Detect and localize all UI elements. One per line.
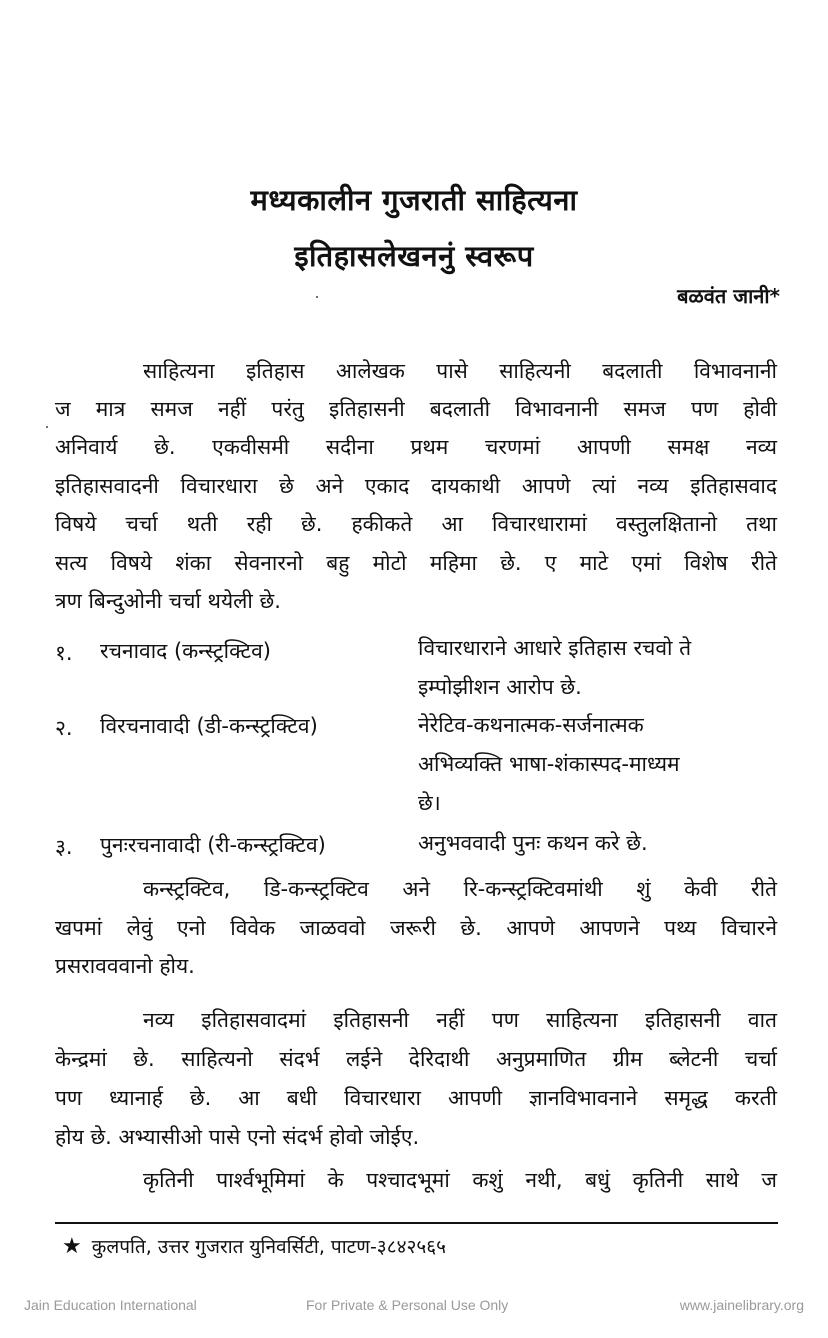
list-item-term: विरचनावादी (डी-कन्स्ट्रक्टिव) — [100, 714, 318, 738]
list-item-description-line: विचारधाराने आधारे इतिहास रचवो ते — [418, 636, 692, 660]
paragraph-line: कृतिनी पार्श्वभूमिमां के पश्चादभूमां कशुं नथी, बधुं कृतिनी साथे ज — [143, 1168, 777, 1192]
list-item-description-line: अनुभववादी पुनः कथन करे छे. — [418, 831, 648, 855]
footer-publisher: Jain Education International — [24, 1297, 197, 1313]
author-name: बळवंत जानी* — [677, 284, 780, 308]
paragraph-line: विषये चर्चा थती रही छे. हकीकते आ विचारधारामां वस्तुलक्षितानो तथा — [55, 512, 777, 536]
footnote-divider — [55, 1222, 778, 1224]
list-item-term: रचनावाद (कन्स्ट्रक्टिव) — [100, 639, 271, 663]
paragraph-line: खपमां लेवुं एनो विवेक जाळववो जरूरी छे. आपणे आपणने पथ्य विचारने — [55, 916, 777, 940]
list-item-number: ३. — [55, 835, 73, 859]
list-item-description-line: अभिव्यक्ति भाषा-शंकास्पद-माध्यम — [418, 752, 680, 776]
scan-speck — [46, 426, 48, 428]
list-item-number: २. — [55, 716, 73, 740]
list-item-term: पुनःरचनावादी (री-कन्स्ट्रक्टिव) — [100, 833, 326, 857]
paragraph-line: ज मात्र समज नहीं परंतु इतिहासनी बदलाती विभावनानी समज पण होवी — [55, 397, 777, 421]
article-title-line-1: मध्यकालीन गुजराती साहित्यना — [250, 183, 578, 217]
paragraph-line: केन्द्रमां छे. साहित्यनो संदर्भ लईने देरिदाथी अनुप्रमाणित ग्रीम ब्लेटनी चर्चा — [55, 1047, 777, 1071]
paragraph-line: अनिवार्य छे. एकवीसमी सदीना प्रथम चरणमां आपणी समक्ष नव्य — [55, 435, 777, 459]
list-item-description-line: नेरेटिव-कथनात्मक-सर्जनात्मक — [418, 713, 644, 737]
list-item-description-line: छे। — [418, 791, 441, 815]
footnote — [62, 1233, 446, 1259]
star-icon: ★ — [62, 1234, 82, 1259]
paragraph-line: होय छे. अभ्यासीओ पासे एनो संदर्भ होवो जोईए. — [55, 1125, 420, 1149]
list-item-number: १. — [55, 641, 73, 665]
paragraph-line: साहित्यना इतिहास आलेखक पासे साहित्यनी बदलाती विभावनानी — [143, 359, 777, 383]
footnote-text: कुलपति, उत्तर गुजरात युनिवर्सिटी, पाटण-३८४२५६५ — [91, 1236, 446, 1258]
paragraph-line: कन्स्ट्रक्टिव, डि-कन्स्ट्रक्टिव अने रि-कन्स्ट्रक्टिवमांथी शुं केवी रीते — [143, 877, 777, 901]
footer-usage-notice: For Private & Personal Use Only — [306, 1297, 509, 1313]
paragraph-line: सत्य विषये शंका सेवनारनो बहु मोटो महिमा छे. ए माटे एमां विशेष रीते — [55, 551, 777, 575]
paragraph-line: इतिहासवादनी विचारधारा छे अने एकाद दायकाथी आपणे त्यां नव्य इतिहासवाद — [55, 474, 777, 498]
list-item-description-line: इम्पोझीशन आरोप छे. — [418, 675, 582, 699]
paragraph-line: त्रण बिन्दुओनी चर्चा थयेली छे. — [55, 589, 281, 613]
paragraph-line: नव्य इतिहासवादमां इतिहासनी नहीं पण साहित्यना इतिहासनी वात — [143, 1008, 777, 1032]
scan-speck — [316, 296, 318, 298]
footer-website-link[interactable]: www.jainelibrary.org — [679, 1297, 804, 1313]
article-title-line-2: इतिहासलेखननुं स्वरूप — [294, 239, 534, 273]
paragraph-line: पण ध्यानार्ह छे. आ बधी विचारधारा आपणी ज्ञानविभावनाने समृद्ध करती — [55, 1086, 777, 1110]
paragraph-line: प्रसरावववानो होय. — [55, 954, 195, 978]
